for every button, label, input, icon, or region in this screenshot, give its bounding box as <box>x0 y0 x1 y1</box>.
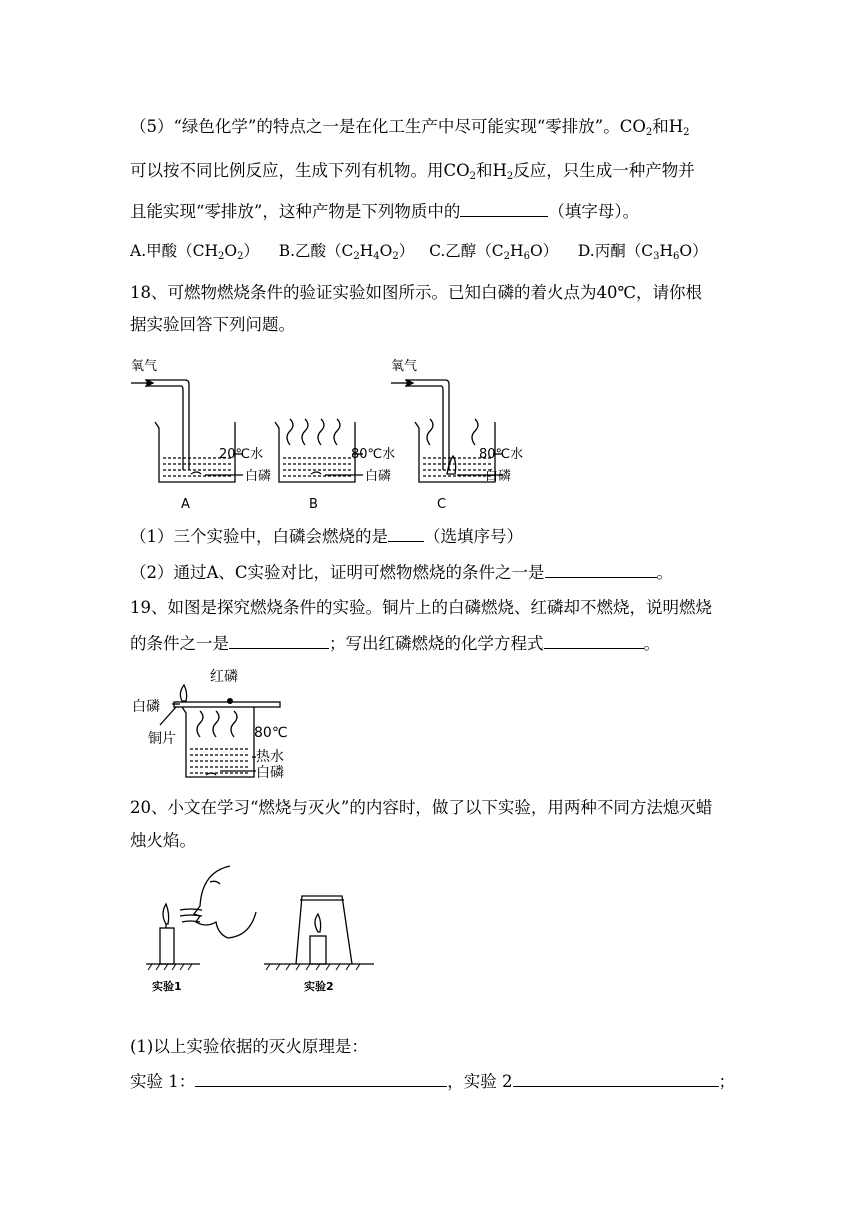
q18-sub1: （1）三个实验中，白磷会燃烧的是 （选填序号） <box>130 527 523 546</box>
answer-blank[interactable] <box>544 633 644 649</box>
q20-sub1-answers: 实验 1： ，实验 2 ； <box>130 1072 735 1091</box>
option-d: D.丙酮$(C_3H_6O)$ <box>577 242 708 262</box>
q18-line2: 据实验回答下列问题。 <box>130 315 295 334</box>
hot-water-label: 热水 <box>256 749 284 765</box>
option-b: B.乙酸$(C_2H_4O_2)$ <box>278 242 415 262</box>
q17-5-options <box>130 240 708 268</box>
temperature-label: 80℃ <box>254 725 288 741</box>
q20-sub1: (1)以上实验依据的灭火原理是： <box>130 1037 368 1056</box>
oxygen-label-c: 氧气 <box>391 359 418 374</box>
oxygen-label-a: 氧气 <box>131 359 158 374</box>
red-phosphorus-label: 红磷 <box>210 669 238 685</box>
beaker-label-a: A <box>181 497 190 512</box>
q20-line1: 20、小文在学习“燃烧与灭火”的内容时，做了以下实验，用两种不同方法熄灭蜡 <box>130 798 713 817</box>
q20-line2: 烛火焰。 <box>130 831 196 850</box>
white-phosphorus-label-bottom: 白磷 <box>256 765 284 781</box>
q18-line1: 18、可燃物燃烧条件的验证实验如图所示。已知白磷的着火点为40℃，请你根 <box>130 283 702 302</box>
answer-blank[interactable] <box>229 633 329 649</box>
q17-5-line2: 可以按不同比例反应，生成下列有机物。用$CO_2$和$H_2$反应，只生成一种产物并 <box>130 161 695 182</box>
option-c: C.乙醇$(C_2H_6O)$ <box>429 242 559 262</box>
q18-figure <box>125 350 525 515</box>
phosphorus-label-c: 白磷 <box>485 469 512 484</box>
water-label-c: 80℃水 <box>479 447 524 462</box>
water-label-b: 80℃水 <box>351 447 396 462</box>
phosphorus-label-a: 白磷 <box>245 469 272 484</box>
phosphorus-label-b: 白磷 <box>365 469 392 484</box>
q19-figure <box>130 665 300 785</box>
answer-blank[interactable] <box>460 201 548 217</box>
option-a: A.甲酸$(CH_2O_2)$ <box>130 242 259 262</box>
q20-figure <box>140 860 390 1000</box>
experiment-2-label: 实验2 <box>304 980 334 993</box>
q19-line1: 19、如图是探究燃烧条件的实验。铜片上的白磷燃烧、红磷却不燃烧，说明燃烧 <box>130 598 712 617</box>
q17-5-line1: （5）“绿色化学”的特点之一是在化工生产中尽可能实现“零排放”。$CO_2$和$H_2$ <box>130 117 690 138</box>
red-phosphorus-dot <box>227 698 233 704</box>
experiment-1-label: 实验1 <box>152 980 182 993</box>
q18-sub2: （2）通过A、C实验对比，证明可燃物燃烧的条件之一是 。 <box>130 563 674 582</box>
beaker-label-c: C <box>437 497 447 512</box>
answer-blank-exp1[interactable] <box>195 1071 447 1087</box>
q17-5-line3: 且能实现“零排放”，这种产物是下列物质中的 （填字母）。 <box>130 202 640 221</box>
copper-label: 铜片 <box>148 731 176 747</box>
white-phosphorus-label-top: 白磷 <box>132 699 160 715</box>
beaker-label-b: B <box>309 497 318 512</box>
answer-blank[interactable] <box>388 526 424 542</box>
answer-blank[interactable] <box>545 562 657 578</box>
water-label-a: 20℃水 <box>219 447 264 462</box>
q19-line2: 的条件之一是 ；写出红磷燃烧的化学方程式 。 <box>130 634 660 653</box>
answer-blank-exp2[interactable] <box>513 1071 719 1087</box>
